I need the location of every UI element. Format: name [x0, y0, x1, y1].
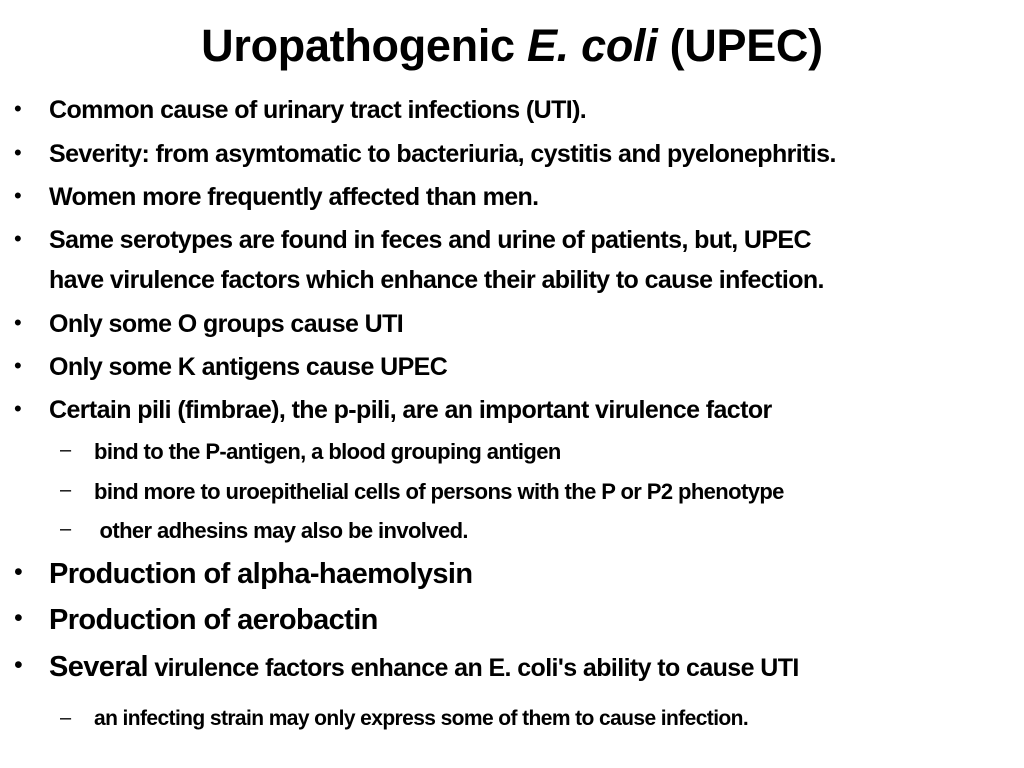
sub-bullet-marker: – — [60, 707, 71, 729]
bullet-marker: • — [14, 140, 22, 165]
bullet-marker: • — [14, 558, 23, 586]
bullet-text-lead: Several — [49, 651, 148, 683]
bullet-marker: • — [14, 604, 23, 632]
bullet-text: Certain pili (fimbrae), the p-pili, are an important virulence factor — [49, 396, 772, 424]
bullet-marker: • — [14, 396, 22, 421]
slide-title — [0, 14, 1024, 78]
bullet-text: Only some O groups cause UTI — [49, 310, 404, 338]
bullet-text: Only some K antigens cause UPEC — [49, 353, 448, 381]
sub-bullet-text: bind more to uroepithelial cells of persons with the P or P2 phenotype — [94, 479, 784, 504]
sub-bullet-marker: – — [60, 439, 71, 461]
bullet-marker: • — [14, 96, 22, 121]
bullet-text-rest: virulence factors enhance an E. coli's ability to cause UTI — [148, 654, 799, 682]
title-italic-organism: E. coli — [526, 20, 658, 71]
bullet-text — [49, 651, 799, 684]
bullet-text: Production of alpha-haemolysin — [49, 558, 473, 590]
sub-bullet-text: an infecting strain may only express some of them to cause infection. — [94, 707, 749, 730]
bullet-text: Severity: from asymtomatic to bacteriuria, cystitis and pyelonephritis. — [49, 140, 836, 168]
sub-bullet-text: bind to the P-antigen, a blood grouping antigen — [94, 439, 561, 464]
bullet-text: Production of aerobactin — [49, 604, 378, 636]
bullet-text-line-1: Same serotypes are found in feces and urine of patients, but, UPEC — [49, 226, 811, 254]
sub-bullet-marker: – — [60, 479, 71, 501]
bullet-text-line-2: have virulence factors which enhance their ability to cause infection. — [49, 266, 824, 294]
bullet-marker: • — [14, 226, 22, 251]
bullet-marker: • — [14, 353, 22, 378]
bullet-text: Women more frequently affected than men. — [49, 183, 539, 211]
sub-bullet-marker: – — [60, 518, 71, 540]
bullet-marker: • — [14, 183, 22, 208]
sub-bullet-text: other adhesins may also be involved. — [94, 518, 468, 543]
bullet-text: Common cause of urinary tract infections (UTI). — [49, 96, 587, 124]
title-text: Uropathogenic — [201, 20, 527, 71]
bullet-marker: • — [14, 310, 22, 335]
bullet-marker: • — [14, 651, 23, 679]
title-abbreviation: (UPEC) — [657, 20, 823, 71]
